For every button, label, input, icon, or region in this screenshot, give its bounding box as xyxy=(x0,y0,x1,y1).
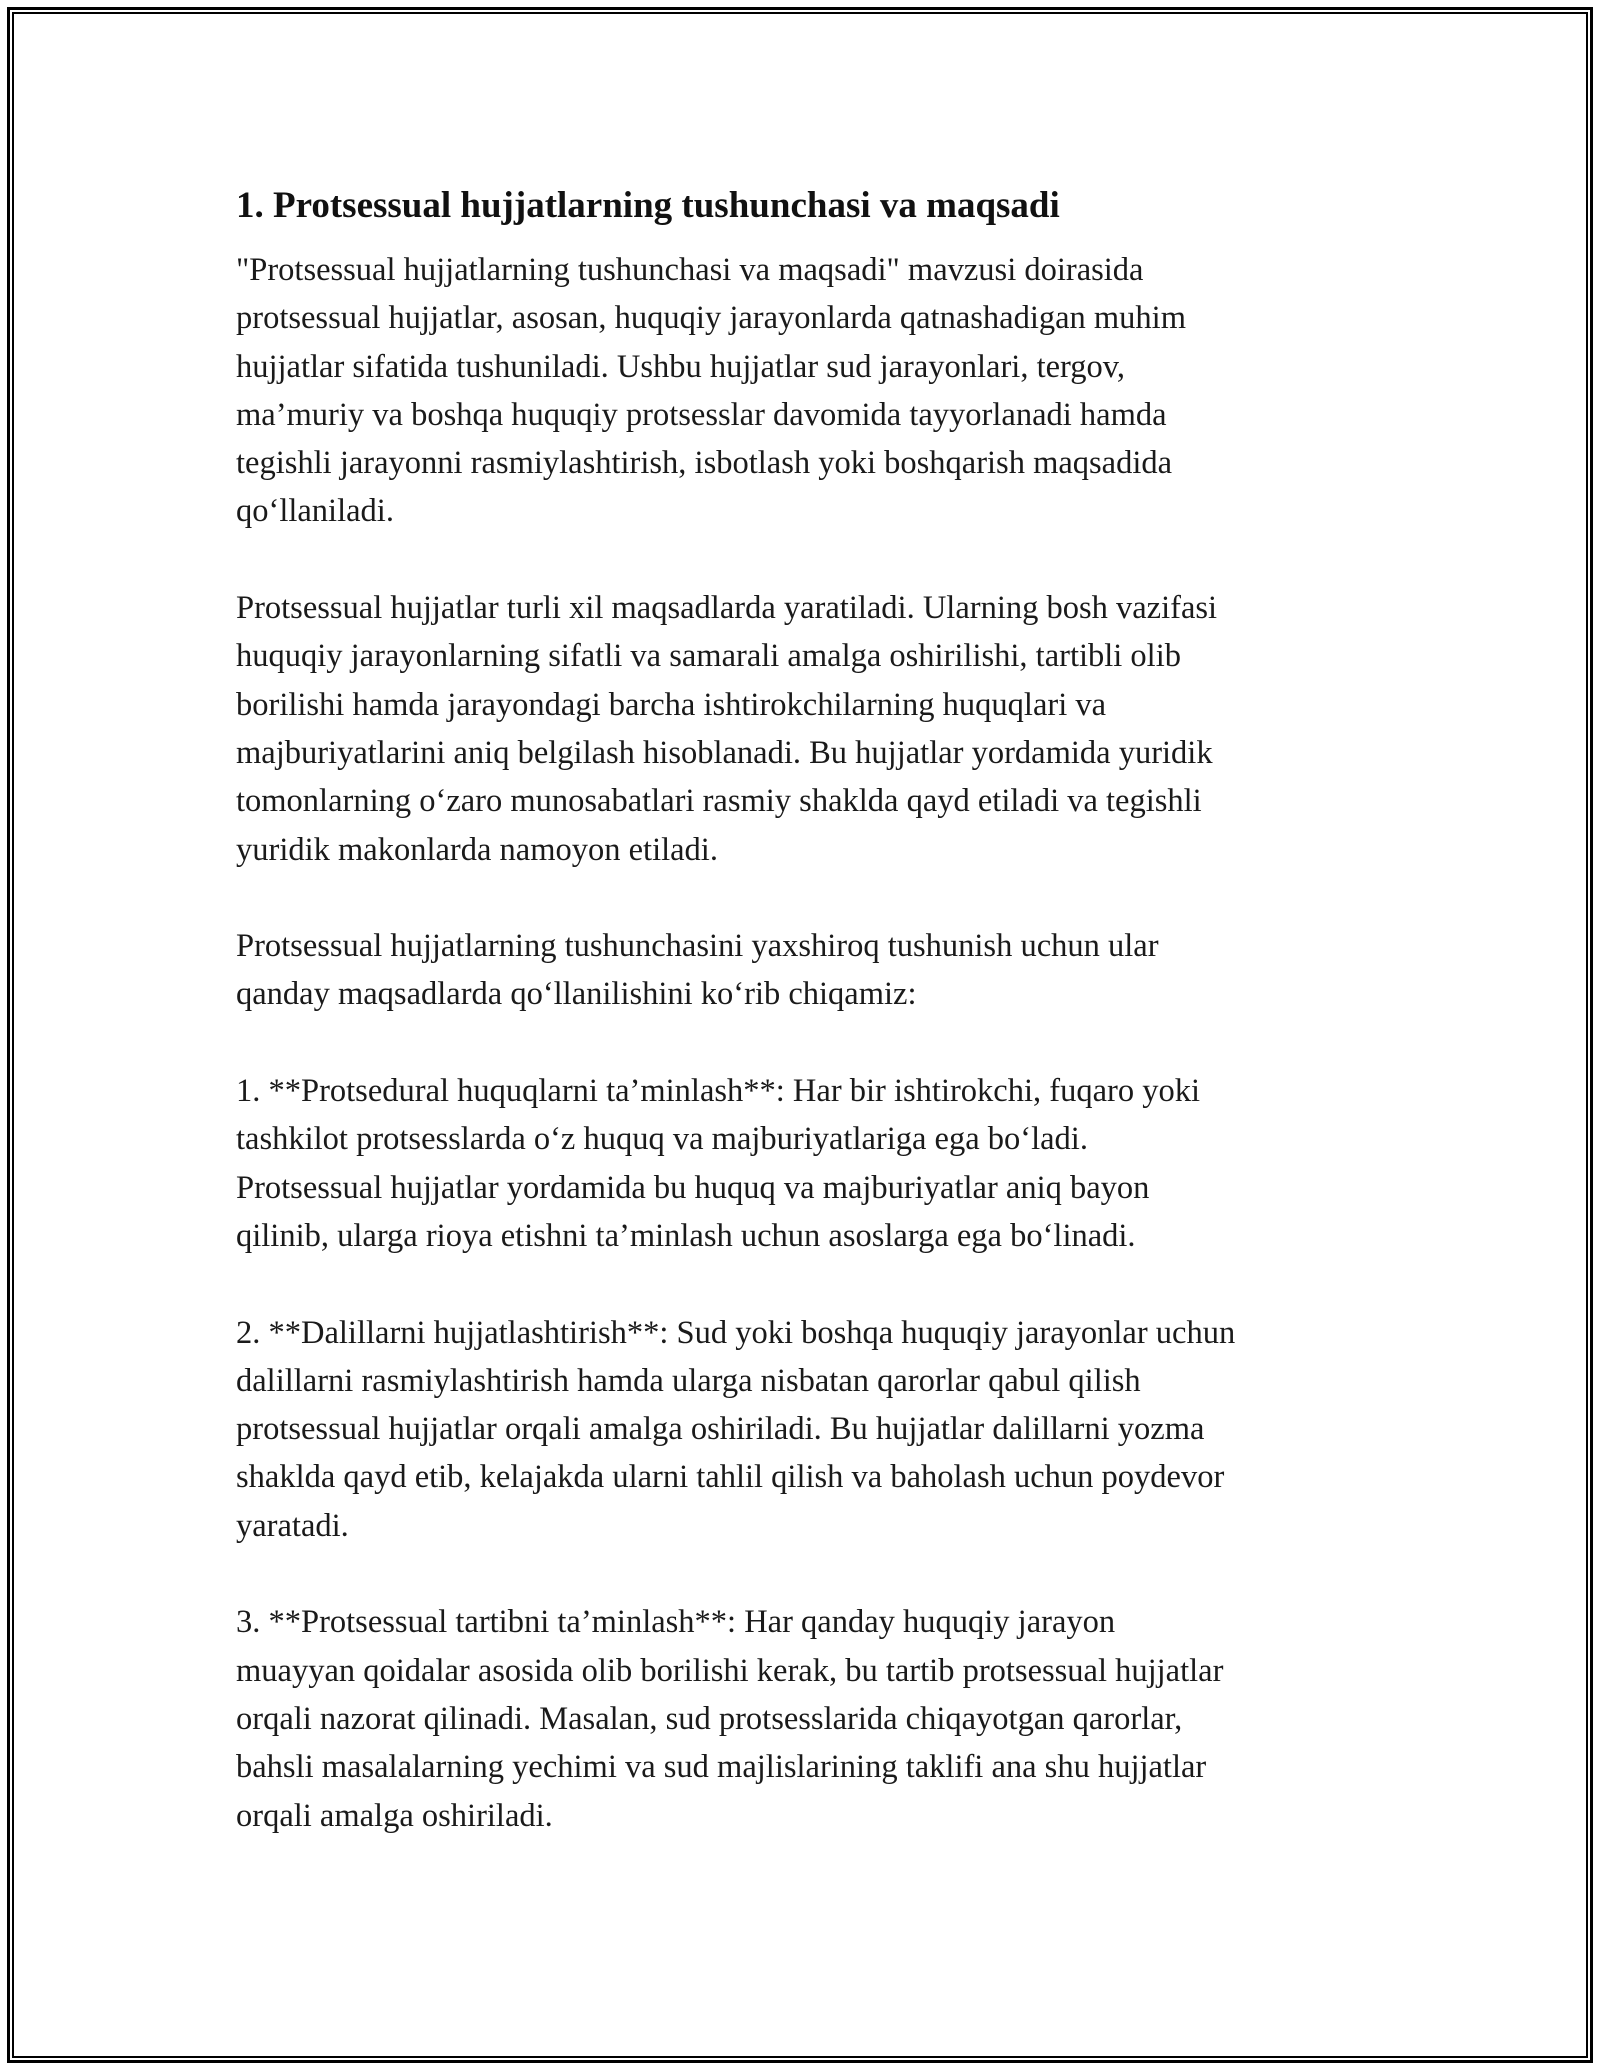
text-line: huquqiy jarayonlarning sifatli va samarali amalga oshirilishi, tartibli olib xyxy=(236,638,1181,675)
text-line: 1. **Protsedural huquqlarni ta’minlash**: Har bir ishtirokchi, fuqaro yoki xyxy=(236,1073,1200,1110)
text-line: yuridik makonlarda namoyon etiladi. xyxy=(236,831,718,868)
list-item-1 xyxy=(236,1067,1376,1260)
list-item-2 xyxy=(236,1309,1376,1550)
text-line: 2. **Dalillarni hujjatlashtirish**: Sud yoki boshqa huquqiy jarayonlar uchun xyxy=(236,1314,1236,1351)
text-line: dalillarni rasmiylashtirish hamda ularga nisbatan qarorlar qabul qilish xyxy=(236,1362,1141,1399)
text-line: Protsessual hujjatlar turli xil maqsadlarda yaratiladi. Ularning bosh vazifasi xyxy=(236,590,1218,627)
text-line: tomonlarning o‘zaro munosabatlari rasmiy shaklda qayd etiladi va tegishli xyxy=(236,783,1202,820)
text-line: borilishi hamda jarayondagi barcha ishtirokchilarning huquqlari va xyxy=(236,686,1107,723)
text-line: orqali amalga oshiriladi. xyxy=(236,1797,553,1834)
text-line: ma’muriy va boshqa huquqiy protsesslar davomida tayyorlanadi hamda xyxy=(236,396,1167,433)
paragraph-lead-in xyxy=(236,922,1376,1019)
text-line: qilinib, ularga rioya etishni ta’minlash uchun asoslarga ega bo‘linadi. xyxy=(236,1217,1136,1254)
text-line: "Protsessual hujjatlarning tushunchasi va maqsadi" mavzusi doirasida xyxy=(236,252,1144,288)
text-line: qo‘llaniladi. xyxy=(236,493,394,530)
section-heading: 1. Protsessual hujjatlarning tushunchasi va maqsadi xyxy=(236,185,1060,226)
text-line: qanday maqsadlarda qo‘llanilishini ko‘rib chiqamiz: xyxy=(236,976,917,1013)
text-line: 3. **Protsessual tartibni ta’minlash**: Har qanday huquqiy jarayon xyxy=(236,1604,1116,1641)
text-line: orqali nazorat qilinadi. Masalan, sud protsesslarida chiqayotgan qarorlar, xyxy=(236,1700,1183,1737)
paragraph-purpose xyxy=(236,584,1376,874)
text-line: protsessual hujjatlar orqali amalga oshiriladi. Bu hujjatlar dalillarni yozma xyxy=(236,1411,1205,1448)
text-line: hujjatlar sifatida tushuniladi. Ushbu hujjatlar sud jarayonlari, tergov, xyxy=(236,348,1126,385)
text-line: Protsessual hujjatlar yordamida bu huquq va majburiyatlar aniq bayon xyxy=(236,1169,1150,1206)
text-line: tashkilot protsesslarda o‘z huquq va majburiyatlariga ega bo‘ladi. xyxy=(236,1121,1088,1158)
document-page xyxy=(236,182,1376,1888)
text-line: bahsli masalalarning yechimi va sud majlislarining taklifi ana shu hujjatlar xyxy=(236,1749,1207,1786)
text-line: protsessual hujjatlar, asosan, huquqiy jarayonlarda qatnashadigan muhim xyxy=(236,300,1186,337)
text-line: shaklda qayd etib, kelajakda ularni tahlil qilish va baholash uchun poydevor xyxy=(236,1459,1225,1496)
text-line: Protsessual hujjatlarning tushunchasini yaxshiroq tushunish uchun ular xyxy=(236,928,1159,965)
paragraph-intro xyxy=(236,246,1376,536)
text-line: yaratadi. xyxy=(236,1507,349,1544)
list-item-3 xyxy=(236,1598,1376,1839)
text-line: muayyan qoidalar asosida olib borilishi kerak, bu tartib protsessual hujjatlar xyxy=(236,1652,1224,1689)
text-line: tegishli jarayonni rasmiylashtirish, isbotlash yoki boshqarish maqsadida xyxy=(236,445,1173,482)
text-line: majburiyatlarini aniq belgilash hisoblanadi. Bu hujjatlar yordamida yuridik xyxy=(236,734,1213,771)
